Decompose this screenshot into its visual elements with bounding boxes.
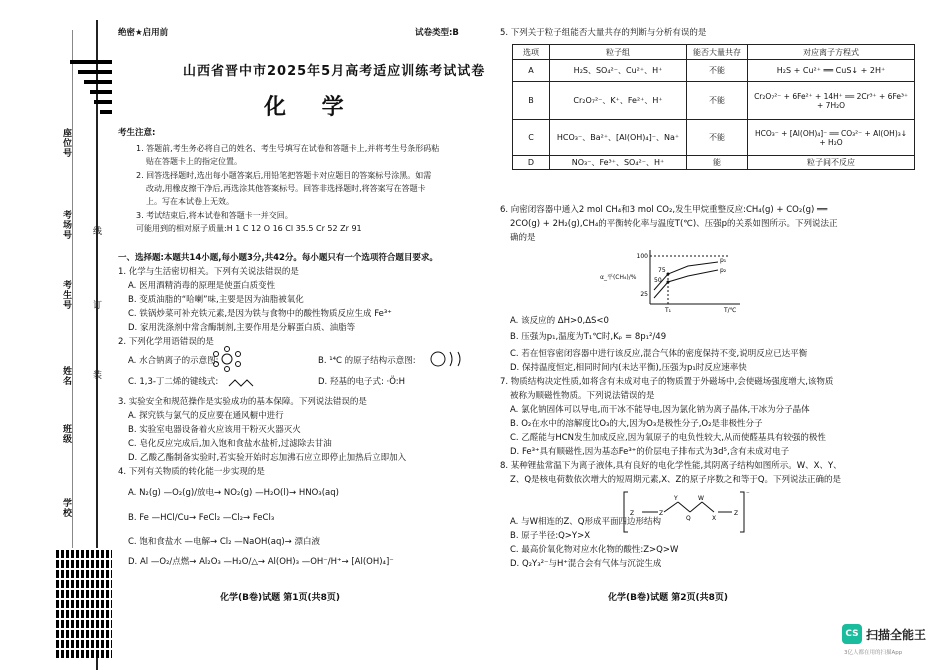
cell: 能: [687, 156, 748, 170]
table-header-row: [513, 45, 915, 60]
notes-line: 贴在答题卡上的指定位置。: [146, 157, 242, 166]
cell: 不能: [687, 82, 748, 120]
option: A. 水合钠离子的示意图:: [128, 356, 219, 366]
c14-atom-diagram: [428, 349, 468, 369]
y-tick: 50: [654, 277, 662, 284]
option: D. 乙酸乙酯制备实验时,若实验开始时忘加沸石应立即停止加热后立即加入: [128, 453, 407, 463]
camscanner-badge: [842, 624, 942, 658]
cs-logo-icon: CS: [842, 624, 862, 644]
option: B. 变质油脂的“哈喇”味,主要是因为油脂被氧化: [128, 295, 304, 305]
notes-heading: 考生注意:: [118, 128, 156, 138]
notes-line: 上。写在本试卷上无效。: [146, 197, 234, 206]
y-tick: 75: [658, 267, 666, 274]
school-label: 学校: [61, 498, 71, 518]
option: C. 最高价氧化物对应水化物的酸性:Z>Q>W: [510, 545, 679, 555]
cell: D: [513, 156, 550, 170]
table-row: [513, 120, 915, 156]
notes-line: 1. 答题前,考生务必将自己的姓名、考生号填写在试卷和答题卡上,并将考生号条形码粘: [136, 144, 440, 153]
notes-line: 2. 回答选择题时,选出每小题答案后,用铅笔把答题卡对应题目的答案标号涂黑。如需: [136, 171, 432, 180]
option: C. 1,3-丁二烯的键线式:: [128, 377, 219, 387]
cut-line: [72, 30, 73, 610]
candidate-no-label: 考生号: [61, 280, 71, 310]
table-row: [513, 82, 915, 120]
atom-label: Y: [674, 495, 678, 502]
option: D. 家用洗涤剂中常含酶制剂,主要作用是分解蛋白质、油脂等: [128, 323, 356, 333]
atom-label: Z: [734, 510, 739, 517]
table-row: [513, 60, 915, 82]
option: B. 压强为p₁,温度为T₁℃时,Kₚ = 8p₁²/49: [510, 332, 667, 342]
secret-label: 绝密★启用前: [118, 28, 169, 38]
cell: H₂S + Cu²⁺ ══ CuS↓ + 2H⁺: [748, 60, 915, 82]
question-stem: 6. 向密闭容器中通入2 mol CH₄和3 mol CO₂,发生甲烷重整反应:CH₄(g) + CO₂(g) ══: [500, 205, 828, 215]
question-stem: 被称为顺磁性物质。下列说法错误的是: [510, 391, 655, 401]
option: D. Q₂Y₃²⁻与H⁺混合会有气体与沉淀生成: [510, 559, 662, 569]
option: B. O₂在水中的溶解度比O₃的大,因为O₃是极性分子,O₂是非极性分子: [510, 419, 763, 429]
option: B. 原子半径:Q>Y>X: [510, 531, 591, 541]
option: C. 若在恒容密闭容器中进行该反应,混合气体的密度保持不变,说明反应已达平衡: [510, 349, 808, 359]
brand-name: 扫描全能王: [866, 628, 927, 642]
option: C. 乙醛能与HCN发生加成反应,因为氧原子的电负性较大,从而使醛基具有较强的极性: [510, 433, 826, 443]
cell: Cr₂O₇²⁻、K⁺、Fe²⁺、H⁺: [550, 82, 687, 120]
seal-bind-char: 订: [91, 300, 101, 310]
option: A. 该反应的 ΔH>0,ΔS<0: [510, 316, 609, 326]
question-stem: 2CO(g) + 2H₂(g),CH₄的平衡转化率与温度T(℃)、压强p的关系如图所示。下列说法正: [510, 219, 838, 229]
option: D. Fe³⁺具有顺磁性,因为基态Fe³⁺的价层电子排布式为3d⁵,含有未成对电子: [510, 447, 790, 457]
notes-line: 3. 考试结束后,将本试卷和答题卡一并交回。: [136, 211, 293, 220]
col-header: 能否大量共存: [687, 45, 748, 60]
y-tick: 100: [636, 253, 648, 260]
footer-right: 化学(B卷)试题 第2页(共8页): [608, 593, 728, 603]
option: B. Fe —HCl/Cu→ FeCl₂ —Cl₂→ FeCl₃: [128, 513, 275, 523]
q5-table: [512, 44, 915, 170]
option: C. 铁锅炒菜可补充铁元素,是因为铁与食物中的酸性物质反应生成 Fe³⁺: [128, 309, 392, 319]
cell: C: [513, 120, 550, 156]
table-row: [513, 156, 915, 170]
col-header: 粒子组: [550, 45, 687, 60]
cell: Cr₂O₇²⁻ + 6Fe²⁺ + 14H⁺ ══ 2Cr³⁺ + 6Fe³⁺ + 7H₂O: [748, 82, 915, 120]
question-stem: 8. 某种锂盐常温下为离子液体,具有良好的电化学性能,其阴离子结构如图所示。W、X、Y、: [500, 461, 842, 471]
binding-strip: [0, 0, 112, 672]
option: B. 实验室电器设备着火应该用干粉灭火器灭火: [128, 425, 301, 435]
question-stem: Z、Q是核电荷数依次增大的短周期元素,X、Z的原子序数之和等于Q。下列说法正确的是: [510, 475, 842, 485]
option: A. N₂(g) —O₂(g)/放电→ NO₂(g) —H₂O(l)→ HNO₃(aq): [128, 488, 339, 498]
question-stem: 2. 下列化学用语错误的是: [118, 337, 214, 347]
question-stem: 7. 物质结构决定性质,如将含有未成对电子的物质置于外磁场中,会使磁场强度增大,该物质: [500, 377, 834, 387]
seat-no-label: 座位号: [61, 128, 71, 158]
question-stem: 1. 化学与生活密切相关。下列有关说法错误的是: [118, 267, 299, 277]
y-axis-label: α_平(CH₄)/%: [600, 274, 637, 281]
x-axis-label: T/℃: [724, 307, 737, 314]
option: D. 羟基的电子式: ·Ö:H: [318, 377, 406, 387]
cell: HCO₃⁻、Ba²⁺、[Al(OH)₄]⁻、Na⁺: [550, 120, 687, 156]
question-stem: 3. 实验安全和规范操作是实验成功的基本保障。下列说法错误的是: [118, 397, 367, 407]
atom-label: W: [698, 495, 704, 502]
col-header: 选项: [513, 45, 550, 60]
seal-line-char: 线: [91, 226, 101, 236]
class-label: 班级: [61, 424, 71, 444]
cell: HCO₃⁻ + [Al(OH)₄]⁻ ══ CO₃²⁻ + Al(OH)₃↓ + H₂O: [748, 120, 915, 156]
footer-left: 化学(B卷)试题 第1页(共8页): [220, 593, 340, 603]
room-no-label: 考场号: [61, 210, 71, 240]
x-tick: T₁: [665, 307, 672, 314]
name-label: 姓名: [61, 366, 71, 386]
paper-type-label: 试卷类型:B: [415, 28, 459, 38]
question-stem: 4. 下列有关物质的转化能一步实现的是: [118, 467, 265, 477]
butadiene-skeletal: [228, 378, 254, 388]
option: C. 皂化反应完成后,加入饱和食盐水盐析,过滤除去甘油: [128, 439, 332, 449]
option: A. 与W相连的Z、Q形成平面四边形结构: [510, 517, 661, 527]
cell: 不能: [687, 120, 748, 156]
option: D. 保持温度恒定,相同时间内(未达平衡),压强为p₁时反应速率快: [510, 363, 747, 373]
atom-label: Q: [686, 515, 691, 522]
atomic-mass-line: 可能用到的相对原子质量:H 1 C 12 O 16 Cl 35.5 Cr 52 Zr 91: [136, 224, 362, 233]
y-tick: 25: [640, 291, 648, 298]
brand-tagline: 3亿人都在用的扫描App: [844, 650, 903, 656]
q5-stem: 5. 下列关于粒子组能否大量共存的判断与分析有误的是: [500, 28, 707, 38]
series-label: p₁: [720, 257, 727, 264]
series-label: p₂: [720, 267, 727, 274]
question-stem: 确的是: [510, 233, 536, 243]
subject-title: 化 学: [264, 95, 358, 120]
exam-title: 山西省晋中市2025年5月高考适应训练考试试卷: [183, 64, 486, 79]
cell: 不能: [687, 60, 748, 82]
option: A. 探究铁与氯气的反应要在通风橱中进行: [128, 411, 284, 421]
hydrated-sodium-diagram: [210, 346, 244, 372]
anion-structure: [622, 488, 752, 536]
seal-install-char: 装: [91, 370, 101, 380]
option: A. 氯化钠固体可以导电,而干冰不能导电,因为氯化钠为离子晶体,干冰为分子晶体: [510, 405, 810, 415]
option: A. 医用酒精消毒的原理是使蛋白质变性: [128, 281, 276, 291]
cell: H₂S、SO₄²⁻、Cu²⁺、H⁺: [550, 60, 687, 82]
cell: NO₃⁻、Fe³⁺、SO₄²⁻、H⁺: [550, 156, 687, 170]
charge-label: ⁻: [746, 490, 750, 498]
atom-label: Z: [630, 510, 635, 517]
cell: A: [513, 60, 550, 82]
option: D. Al —O₂/点燃→ Al₂O₃ —H₂O/△→ Al(OH)₃ —OH⁻/H⁺→ [Al(OH)₄]⁻: [128, 557, 394, 567]
col-header: 对应离子方程式: [748, 45, 915, 60]
q6-graph: [628, 246, 748, 314]
cell: 粒子间不反应: [748, 156, 915, 170]
cell: B: [513, 82, 550, 120]
atom-label: X: [712, 515, 717, 522]
notes-line: 改动,用橡皮擦干净后,再选涂其他答案标号。回答非选择题时,将答案写在答题卡: [146, 184, 426, 193]
option: B. ¹⁴C 的原子结构示意图:: [318, 356, 416, 366]
atom-label: Z: [659, 510, 664, 517]
option: C. 饱和食盐水 —电解→ Cl₂ —NaOH(aq)→ 漂白液: [128, 537, 320, 547]
section-heading: 一、选择题:本题共14小题,每小题3分,共42分。每小题只有一个选项符合题目要求。: [118, 253, 438, 263]
